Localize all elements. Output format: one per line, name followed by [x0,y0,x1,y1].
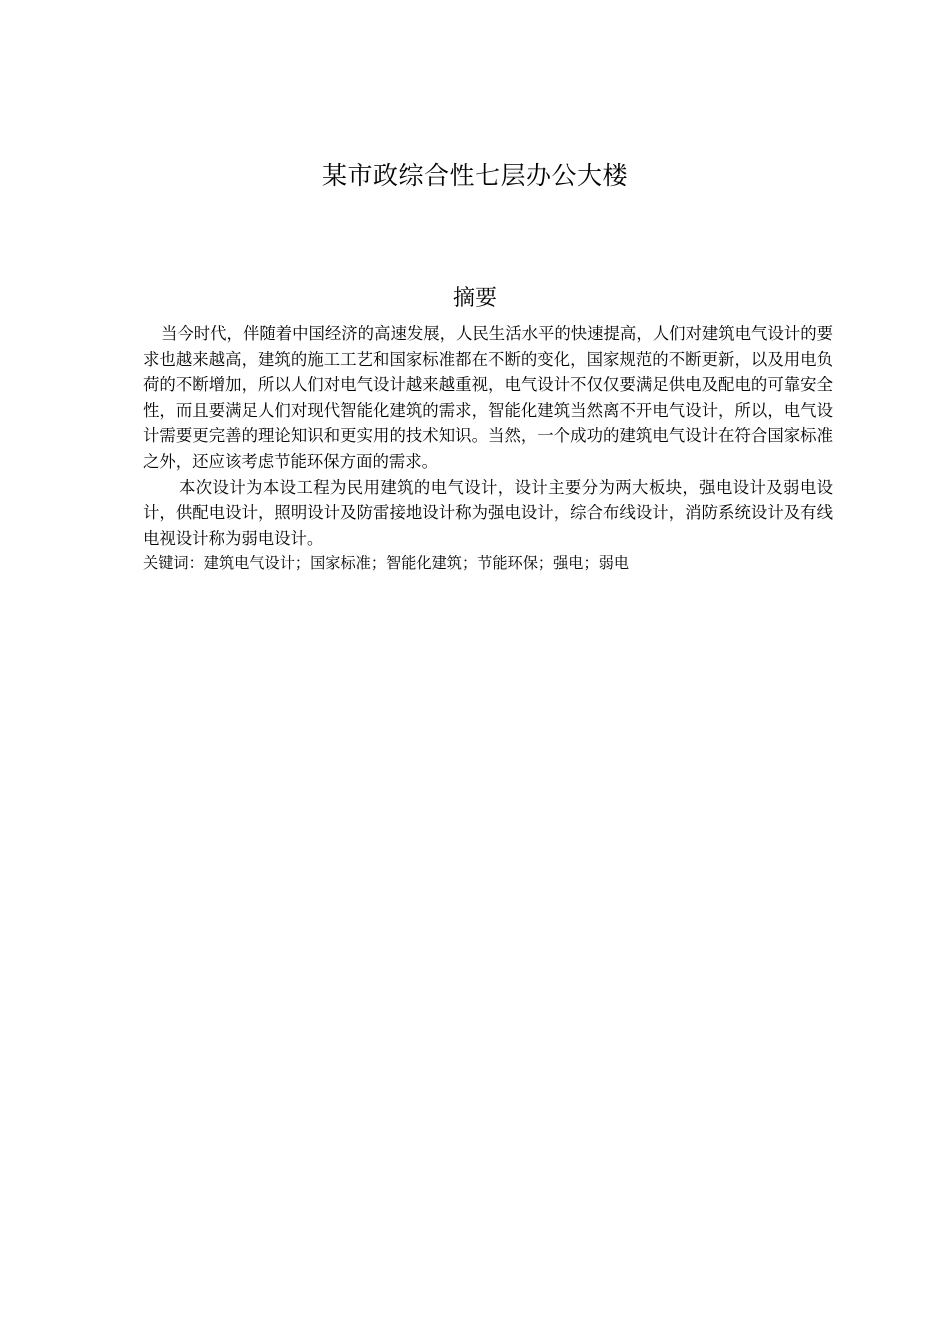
document-title: 某市政综合性七层办公大楼 [321,161,628,190]
abstract-paragraph-2: 本次设计为本设工程为民用建筑的电气设计，设计主要分为两大板块，强电设计及弱电设计，供配电设计，照明设计及防雷接地设计称为强电设计，综合布线设计，消防系统设计及有线电视设计称为弱电设计。 [143,477,833,548]
abstract-paragraph-1: 当今时代，伴随着中国经济的高速发展，人民生活水平的快速提高，人们对建筑电气设计的要求也越来越高，建筑的施工工艺和国家标准都在不断的变化，国家规范的不断更新，以及用电负荷的不断增加，所以人们对电气设计越来越重视，电气设计不仅仅要满足供电及配电的可靠安全性，而且要满足人们对现代智能化建筑的需求，智能化建筑当然离不开电气设计，所以，电气设计需要更完善的理论知识和更实用的技术知识。当然，一个成功的建筑电气设计在符合国家标准之外，还应该考虑节能环保方面的需求。 [143,324,834,471]
abstract-body [143,321,833,576]
keywords-line: 关键词：建筑电气设计；国家标准；智能化建筑；节能环保；强电；弱电 [143,554,629,573]
abstract-heading: 摘要 [452,286,497,311]
